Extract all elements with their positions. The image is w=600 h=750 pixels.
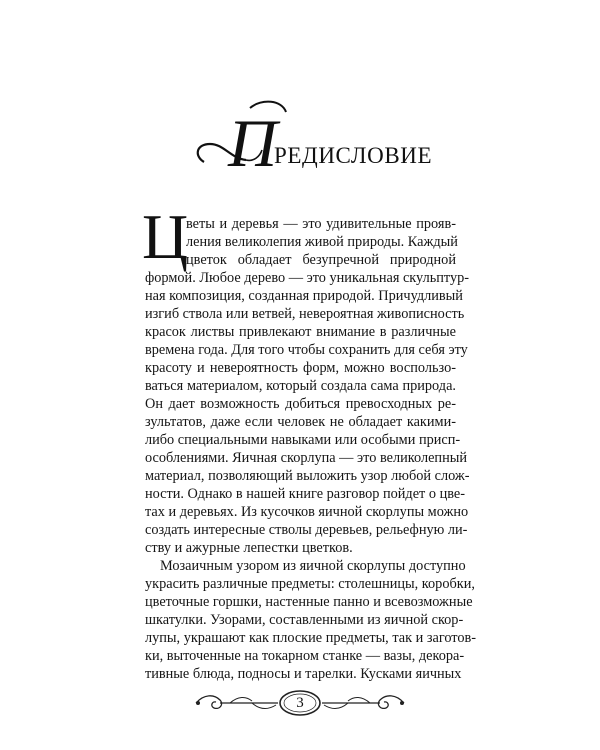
text-line: ки, выточенные на токарном станке — вазы, декора- <box>145 648 465 664</box>
heading-initial-letter: П <box>228 105 278 181</box>
text-line: шкатулки. Узорами, составленными из яичной скор- <box>145 612 464 628</box>
drop-cap: Ц <box>142 201 189 272</box>
text-line: тивные блюда, подносы и тарелки. Кусками яичных <box>145 666 462 682</box>
text-line: Он дает возможность добиться превосходных ре- <box>145 396 456 412</box>
heading-initial-flourish <box>190 96 450 186</box>
text-line: изгиб ствола или ветвей, невероятная живописность <box>145 306 465 322</box>
text-line: особлениями. Яичная скорлупа — это великолепный <box>145 450 467 466</box>
page-number: 3 <box>296 695 304 711</box>
text-line: либо специальными навыками или особыми присп- <box>145 432 461 448</box>
text-line: лупы, украшают как плоские предметы, так и заготов- <box>145 630 477 646</box>
text-line: ления великолепия живой природы. Каждый <box>186 234 458 250</box>
text-line: цветочные горшки, настенные панно и всевозможные <box>145 594 473 610</box>
text-line: цветок обладает безупречной природной <box>186 252 456 268</box>
text-line: ности. Однако в нашей книге разговор пойдет о цве- <box>145 486 466 502</box>
text-line: формой. Любое дерево — это уникальная скульптур- <box>145 270 469 286</box>
text-line: веты и деревья — это удивительные прояв- <box>186 216 456 232</box>
text-line: ству и ажурные лепестки цветков. <box>145 540 353 556</box>
text-line: красоту и невероятность форм, можно воспользо- <box>145 360 456 376</box>
text-line: создать интересные стволы деревьев, рельефную ли- <box>145 522 468 538</box>
text-line: тах и деревьях. Из кусочков яичной скорлупы можно <box>145 504 469 520</box>
text-line: зультатов, даже если человек не обладает какими- <box>145 414 456 430</box>
text-line: красок листвы привлекают внимание в различные <box>145 324 456 340</box>
text-line: Мозаичным узором из яичной скорлупы доступно <box>160 558 466 574</box>
text-line: украсить различные предметы: столешницы, коробки, <box>145 576 475 592</box>
text-line: ная композиция, созданная природой. Причудливый <box>145 288 463 304</box>
text-line: ваться материалом, который создала сама природа. <box>145 378 456 394</box>
chapter-heading <box>190 96 450 186</box>
text-line: времена года. Для того чтобы сохранить для себя эту <box>145 342 468 358</box>
chapter-title: РЕДИСЛОВИЕ <box>274 143 433 168</box>
text-line: материал, позволяющий выложить узор любой слож- <box>145 468 470 484</box>
